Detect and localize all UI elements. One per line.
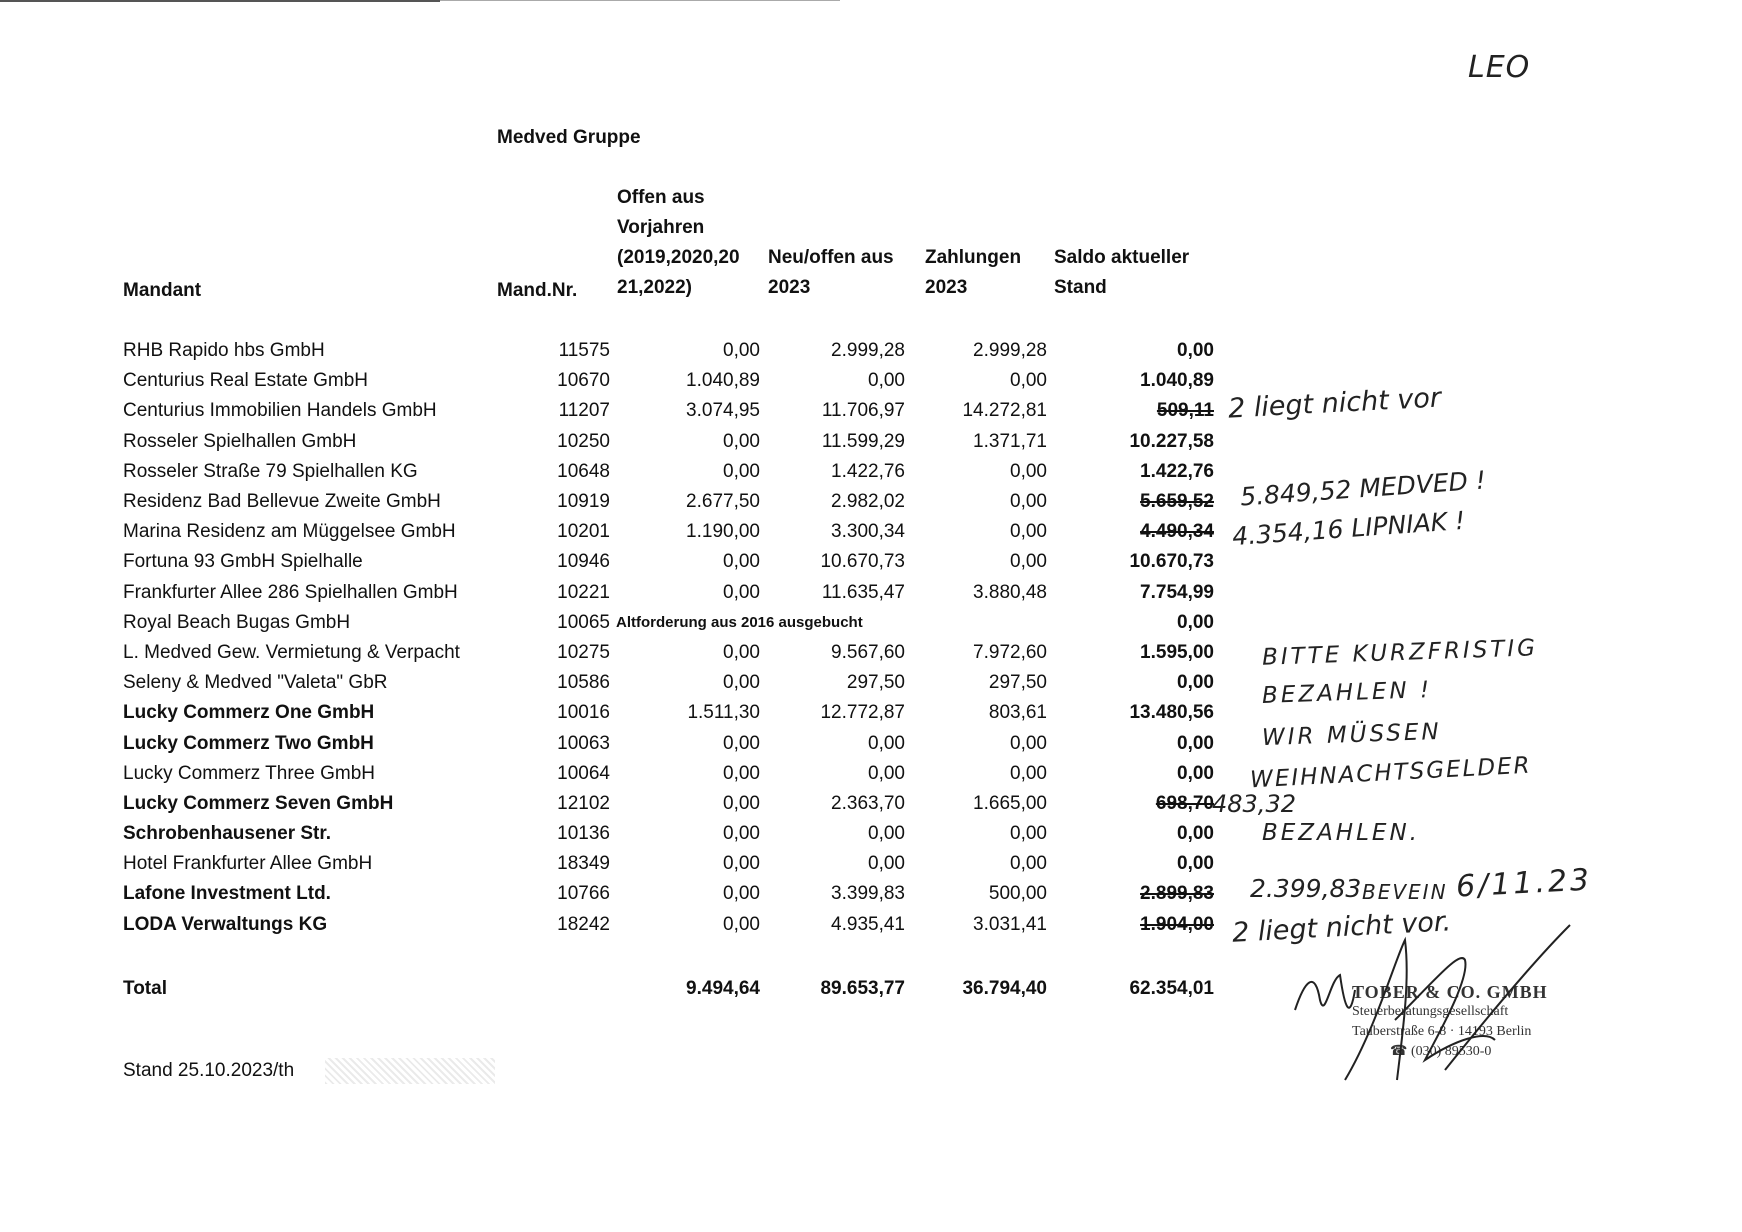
cell-mandant: Marina Residenz am Müggelsee GmbH: [123, 521, 456, 543]
cell-saldo: 1.904,00: [1140, 913, 1214, 935]
cell-offen: 0,00: [723, 883, 760, 905]
cell-mand-nr: 10063: [557, 732, 610, 754]
cell-zahlungen: 0,00: [1010, 551, 1047, 573]
cell-saldo: 509,11: [1156, 400, 1214, 422]
cell-offen: 0,00: [723, 762, 760, 784]
cell-saldo: 698,70: [1155, 792, 1214, 814]
cell-offen: 0,00: [723, 581, 760, 603]
total-row: [118, 940, 1214, 1000]
cell-neu: 0,00: [868, 370, 905, 392]
cell-neu: 0,00: [868, 853, 905, 875]
header-zahlungen-line: 2023: [925, 277, 968, 298]
cell-offen: 0,00: [723, 792, 760, 814]
cell-mand-nr: 18242: [557, 913, 610, 935]
cell-zahlungen: 14.272,81: [962, 400, 1047, 422]
header-mand-nr: Mand.Nr.: [497, 280, 578, 301]
handwritten-note: BITTE KURZFRISTIG: [1261, 635, 1539, 671]
cell-offen: 0,00: [723, 641, 760, 663]
stamp-line: TOBER & CO. GMBH: [1352, 982, 1548, 1002]
cell-saldo: 0,00: [1177, 762, 1214, 784]
cell-neu: 2.363,70: [831, 792, 905, 814]
cell-zahlungen: 803,61: [988, 702, 1047, 724]
handwritten-note: 2.399,83: [1250, 874, 1362, 903]
cell-zahlungen: 2.999,28: [973, 340, 1047, 362]
cell-saldo: 1.040,89: [1140, 370, 1214, 392]
table-row: [118, 366, 1214, 396]
total-saldo: 62.354,01: [1129, 977, 1214, 999]
table-row: [118, 728, 1214, 758]
cell-mand-nr: 10648: [557, 460, 610, 482]
cell-zahlungen: 0,00: [1010, 460, 1047, 482]
handwritten-note: 2 liegt nicht vor: [1227, 382, 1442, 425]
cell-zahlungen: 297,50: [988, 672, 1047, 694]
cell-neu: 297,50: [846, 672, 905, 694]
handwritten-note: BEVEIN: [1362, 880, 1448, 904]
table-row: [118, 517, 1214, 547]
total-label: Total: [123, 977, 167, 999]
cell-mand-nr: 10221: [557, 581, 610, 603]
scan-edge-line: [0, 0, 440, 2]
table-row: [118, 698, 1214, 728]
cell-saldo: 0,00: [1177, 672, 1214, 694]
cell-zahlungen: 7.972,60: [973, 641, 1047, 663]
cell-mand-nr: 10064: [557, 762, 610, 784]
cell-saldo: 2.899,83: [1140, 883, 1214, 905]
handwritten-corner-mark: LEO: [1468, 50, 1531, 85]
cell-mand-nr: 10136: [557, 823, 610, 845]
header-zahlungen: [925, 243, 1021, 303]
table-row: [118, 427, 1214, 457]
cell-mandant: Lucky Commerz One GmbH: [123, 702, 375, 724]
header-zahlungen-line: Zahlungen: [925, 247, 1022, 268]
table-row: [118, 879, 1214, 909]
handwritten-note: BEZAHLEN.: [1262, 820, 1420, 846]
header-saldo-line: Stand: [1054, 277, 1107, 298]
cell-saldo: 0,00: [1177, 732, 1214, 754]
cell-offen: 2.677,50: [686, 491, 760, 513]
cell-offen: 0,00: [723, 853, 760, 875]
cell-zahlungen: 500,00: [988, 883, 1047, 905]
cell-mand-nr: 10919: [557, 491, 610, 513]
cell-mandant: Lafone Investment Ltd.: [123, 883, 331, 905]
cell-mand-nr: 11207: [558, 400, 610, 422]
cell-saldo: 0,00: [1177, 853, 1214, 875]
handwritten-note: 5.849,52 MEDVED !: [1239, 465, 1487, 512]
header-offen: [617, 183, 740, 303]
table-row: [118, 336, 1214, 366]
cell-mand-nr: 10275: [557, 641, 610, 663]
cell-offen: 0,00: [723, 913, 760, 935]
cell-offen: 1.511,30: [687, 702, 760, 724]
cell-neu: 0,00: [868, 823, 905, 845]
total-offen: 9.494,64: [686, 977, 760, 999]
table-row: [118, 578, 1214, 608]
cell-offen: 0,00: [723, 460, 760, 482]
cell-neu: 2.982,02: [831, 491, 905, 513]
cell-neu: 2.999,28: [831, 340, 905, 362]
cell-offen: 0,00: [723, 823, 760, 845]
header-saldo: [1054, 243, 1189, 303]
table-row: [118, 487, 1214, 517]
stamp-line: ☎ (030) 89530-0: [1390, 1044, 1492, 1059]
table-row: [118, 547, 1214, 577]
cell-saldo: 4.490,34: [1140, 521, 1214, 543]
cell-saldo: 1.422,76: [1140, 460, 1214, 482]
cell-mandant: Residenz Bad Bellevue Zweite GmbH: [123, 491, 441, 513]
header-neu-line: Neu/offen aus: [768, 247, 894, 268]
redacted-area: [325, 1058, 495, 1084]
handwritten-note: 4.354,16 LIPNIAK !: [1231, 505, 1466, 552]
group-title: Medved Gruppe: [497, 127, 641, 148]
handwritten-note: WEIHNACHTSGELDER: [1249, 752, 1533, 794]
cell-mandant: Lucky Commerz Three GmbH: [123, 762, 375, 784]
cell-neu: 9.567,60: [831, 641, 905, 663]
cell-zahlungen: 3.031,41: [973, 913, 1047, 935]
cell-offen: 1.040,89: [686, 370, 760, 392]
handwritten-note: WIR MÜSSEN: [1261, 718, 1443, 752]
cell-mandant: Hotel Frankfurter Allee GmbH: [123, 853, 373, 875]
handwritten-note: 6/11.23: [1455, 862, 1593, 905]
cell-mand-nr: 10670: [557, 370, 610, 392]
table-row: [118, 759, 1214, 789]
table-row: [118, 668, 1214, 698]
header-neu-line: 2023: [768, 277, 811, 298]
cell-neu: 3.300,34: [831, 521, 905, 543]
cell-mand-nr: 10065: [557, 611, 610, 633]
cell-neu: 11.599,29: [821, 430, 905, 452]
header-offen-line: 21,2022): [617, 277, 693, 298]
footer-stand: Stand 25.10.2023/th: [123, 1060, 295, 1081]
total-zahlungen: 36.794,40: [962, 977, 1047, 999]
cell-saldo: 0,00: [1177, 823, 1214, 845]
header-saldo-line: Saldo aktueller: [1054, 247, 1190, 268]
cell-mand-nr: 11575: [558, 340, 610, 362]
cell-mandant: RHB Rapido hbs GmbH: [123, 340, 325, 362]
cell-mandant: Lucky Commerz Two GmbH: [123, 732, 374, 754]
table-row: [118, 819, 1214, 849]
cell-zahlungen: 0,00: [1010, 853, 1047, 875]
cell-mand-nr: 10946: [557, 551, 610, 573]
table-row: [118, 849, 1214, 879]
cell-neu: 0,00: [868, 762, 905, 784]
cell-mandant: Lucky Commerz Seven GmbH: [123, 792, 394, 814]
cell-neu: 4.935,41: [831, 913, 905, 935]
cell-note: Altforderung aus 2016 ausgebucht: [616, 614, 863, 632]
cell-mand-nr: 10766: [557, 883, 610, 905]
cell-offen: 0,00: [723, 672, 760, 694]
cell-mandant: Royal Beach Bugas GmbH: [123, 611, 351, 633]
cell-mandant: L. Medved Gew. Vermietung & Verpacht: [123, 641, 460, 663]
cell-offen: 1.190,00: [686, 521, 760, 543]
table-row: [118, 396, 1214, 426]
total-neu: 89.653,77: [820, 977, 905, 999]
cell-mandant: Frankfurter Allee 286 Spielhallen GmbH: [123, 581, 458, 603]
cell-saldo: 1.595,00: [1140, 641, 1214, 663]
table-row: [118, 789, 1214, 819]
header-offen-line: Offen aus: [617, 187, 705, 208]
cell-mandant: Seleny & Medved "Valeta" GbR: [123, 672, 388, 694]
cell-neu: 10.670,73: [820, 551, 905, 573]
cell-zahlungen: 0,00: [1010, 491, 1047, 513]
cell-zahlungen: 3.880,48: [973, 581, 1047, 603]
table-row: [118, 457, 1214, 487]
cell-mandant: LODA Verwaltungs KG: [123, 913, 328, 935]
cell-neu: 11.635,47: [821, 581, 905, 603]
handwritten-note: 2 liegt nicht vor.: [1231, 906, 1452, 949]
cell-mand-nr: 10016: [557, 702, 610, 724]
cell-saldo: 0,00: [1177, 340, 1214, 362]
cell-mandant: Rosseler Spielhallen GmbH: [123, 430, 357, 452]
cell-mand-nr: 10586: [557, 672, 610, 694]
header-offen-line: Vorjahren: [617, 217, 705, 238]
cell-mandant: Schrobenhausener Str.: [123, 823, 332, 845]
cell-neu: 11.706,97: [821, 400, 905, 422]
cell-mand-nr: 18349: [557, 853, 610, 875]
cell-zahlungen: 0,00: [1010, 732, 1047, 754]
cell-saldo: 5.659,52: [1140, 491, 1214, 513]
cell-offen: 3.074,95: [686, 400, 760, 422]
cell-neu: 12.772,87: [820, 702, 905, 724]
cell-zahlungen: 0,00: [1010, 762, 1047, 784]
cell-zahlungen: 0,00: [1010, 823, 1047, 845]
handwritten-note: 483,32: [1212, 790, 1296, 818]
header-neu: [768, 243, 894, 303]
cell-neu: 1.422,76: [831, 460, 905, 482]
cell-saldo: 7.754,99: [1140, 581, 1214, 603]
cell-neu: 3.399,83: [831, 883, 905, 905]
cell-saldo: 10.670,73: [1129, 551, 1214, 573]
cell-mand-nr: 10201: [557, 521, 610, 543]
scan-edge-line: [440, 0, 840, 1]
cell-zahlungen: 0,00: [1010, 370, 1047, 392]
stamp-line: Steuerberatungsgesellschaft: [1352, 1004, 1509, 1019]
cell-offen: 0,00: [723, 551, 760, 573]
signature: [1285, 920, 1585, 1090]
cell-zahlungen: 1.665,00: [973, 792, 1047, 814]
stamp-line: Tauberstraße 6-8 · 14193 Berlin: [1352, 1024, 1532, 1039]
balance-table: [118, 336, 1214, 1000]
cell-mandant: Centurius Immobilien Handels GmbH: [123, 400, 437, 422]
cell-zahlungen: 0,00: [1010, 521, 1047, 543]
handwritten-note: BEZAHLEN !: [1261, 677, 1433, 709]
cell-saldo: 13.480,56: [1129, 702, 1214, 724]
cell-mandant: Fortuna 93 GmbH Spielhalle: [123, 551, 363, 573]
cell-offen: 0,00: [723, 340, 760, 362]
cell-saldo: 10.227,58: [1129, 430, 1214, 452]
cell-mand-nr: 10250: [557, 430, 610, 452]
total-spacer: [498, 940, 610, 1000]
table-row: [118, 910, 1214, 940]
cell-mandant: Rosseler Straße 79 Spielhallen KG: [123, 460, 418, 482]
cell-offen: 0,00: [723, 430, 760, 452]
cell-mandant: Centurius Real Estate GmbH: [123, 370, 368, 392]
cell-neu: 0,00: [868, 732, 905, 754]
cell-zahlungen: 1.371,71: [973, 430, 1047, 452]
header-mandant: Mandant: [123, 280, 202, 301]
table-row: [118, 608, 1214, 638]
table-row: [118, 638, 1214, 668]
cell-mand-nr: 12102: [557, 792, 610, 814]
cell-saldo: 0,00: [1177, 611, 1214, 633]
header-offen-line: (2019,2020,20: [617, 247, 740, 268]
cell-offen: 0,00: [723, 732, 760, 754]
